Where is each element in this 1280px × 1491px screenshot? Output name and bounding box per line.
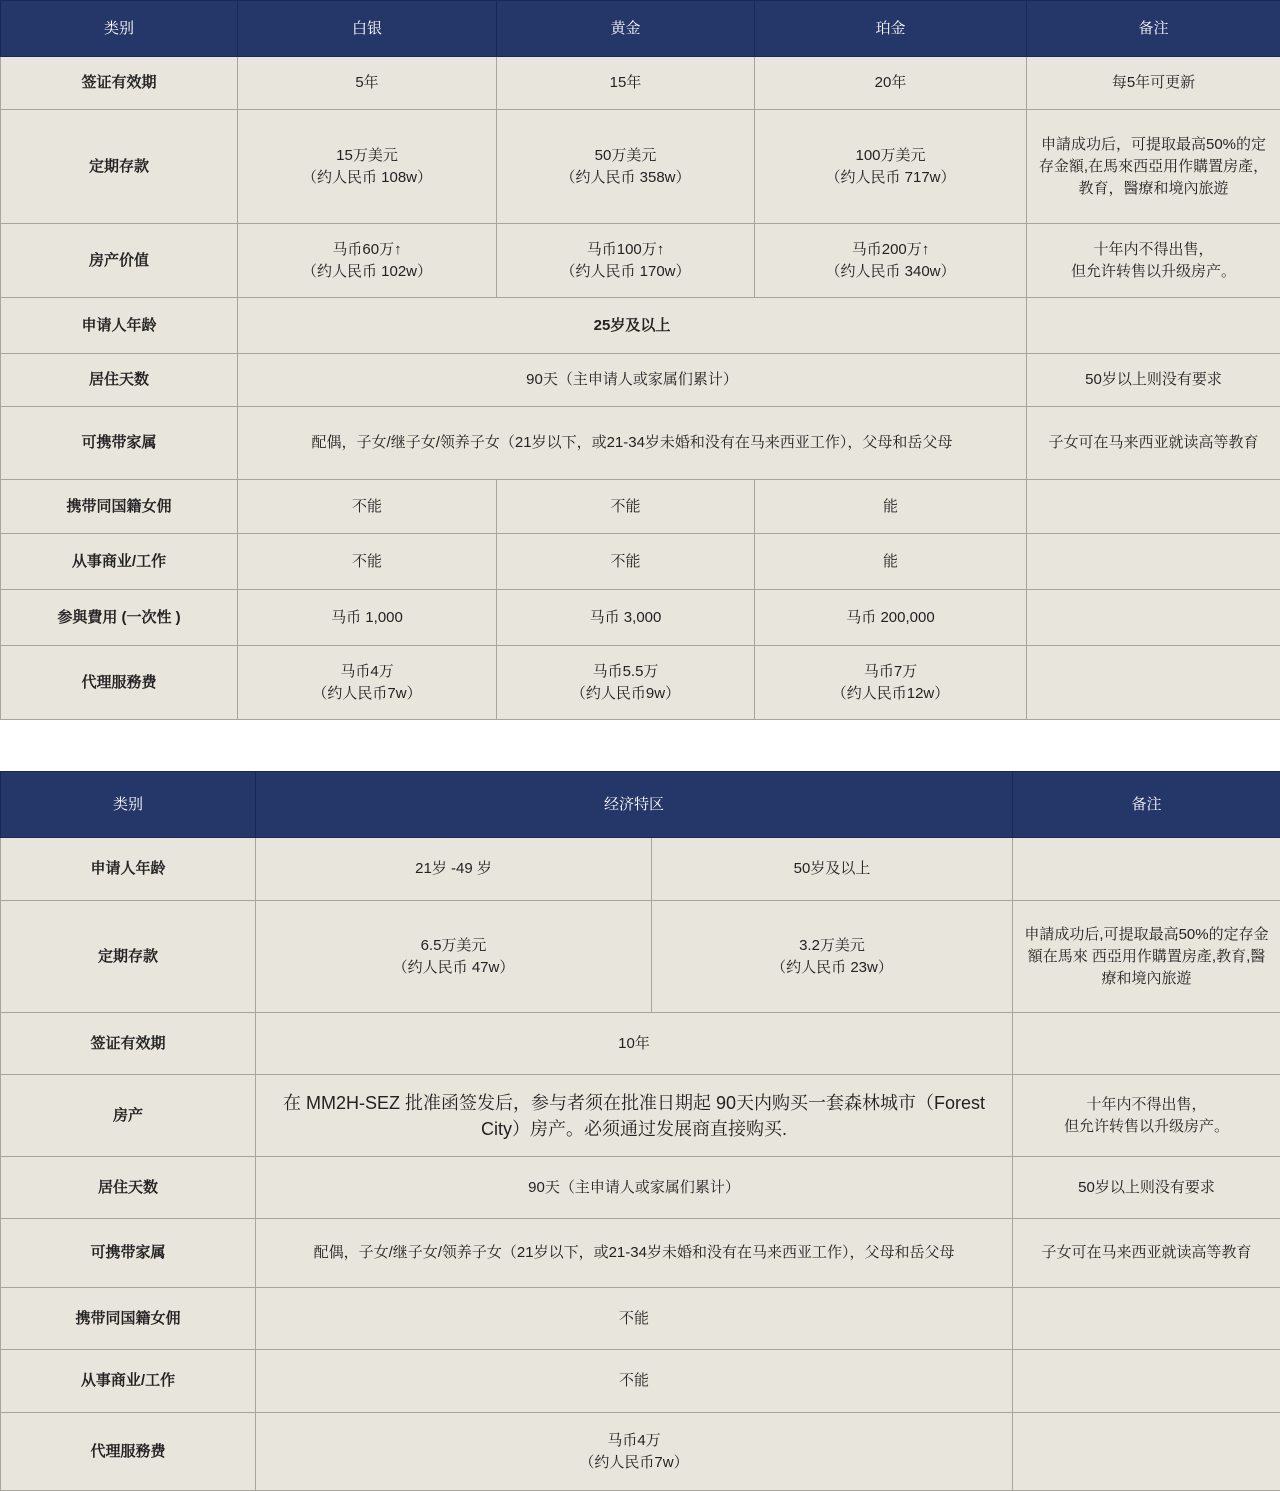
cell-gold: 马币5.5万 （约人民币9w） (497, 646, 755, 720)
row-label: 定期存款 (1, 901, 256, 1013)
row-label: 携带同国籍女佣 (1, 1288, 256, 1350)
cell-merged: 25岁及以上 (238, 298, 1027, 354)
cell-over-50: 50岁及以上 (652, 838, 1013, 901)
cell-platinum: 20年 (755, 57, 1027, 110)
cell-under-50: 6.5万美元 （约人民币 47w） (256, 901, 652, 1013)
row-label: 可携带家属 (1, 1219, 256, 1288)
cell-note (1027, 298, 1280, 354)
cell-merged: 马币4万 （约人民币7w） (256, 1413, 1013, 1491)
cell-silver: 不能 (238, 534, 497, 590)
row-label: 居住天数 (1, 354, 238, 407)
row-label: 代理服務费 (1, 646, 238, 720)
cell-note (1013, 1413, 1280, 1491)
cell-note (1027, 646, 1280, 720)
cell-platinum: 能 (755, 480, 1027, 534)
table-row (1, 1219, 1280, 1288)
row-label: 签证有效期 (1, 57, 238, 110)
cell-note: 申請成功后,可提取最高50%的定存金額在馬來 西亞用作購置房產,教育,醫療和境內旅遊 (1013, 901, 1280, 1013)
cell-merged: 配偶，子女/继子女/领养子女（21岁以下，或21-34岁未婚和没有在马来西亚工作），父母和岳父母 (238, 407, 1027, 480)
table-row (1, 1288, 1280, 1350)
cell-silver: 不能 (238, 480, 497, 534)
cell-note (1013, 1013, 1280, 1075)
table-row (1, 57, 1280, 110)
cell-gold: 马币100万↑ （约人民币 170w） (497, 224, 755, 298)
table-row (1, 224, 1280, 298)
cell-merged: 在 MM2H-SEZ 批准函签发后，参与者须在批准日期起 90天内购买一套森林城市（Forest City）房产。必须通过发展商直接购买. (256, 1075, 1013, 1157)
cell-gold: 马币 3,000 (497, 590, 755, 646)
cell-note (1027, 480, 1280, 534)
table-row (1, 534, 1280, 590)
cell-silver: 马币60万↑ （约人民币 102w） (238, 224, 497, 298)
sez-table (0, 771, 1280, 1491)
row-label: 申请人年龄 (1, 838, 256, 901)
cell-note (1013, 1350, 1280, 1413)
cell-note (1013, 838, 1280, 901)
table-row (1, 1350, 1280, 1413)
table-row (1, 298, 1280, 354)
cell-gold: 15年 (497, 57, 755, 110)
table-row (1, 1075, 1280, 1157)
cell-note (1027, 534, 1280, 590)
table-row (1, 1157, 1280, 1219)
cell-platinum: 100万美元 （约人民币 717w） (755, 110, 1027, 224)
cell-gold: 不能 (497, 534, 755, 590)
header-platinum: 珀金 (755, 1, 1027, 57)
header-notes: 备注 (1013, 772, 1280, 838)
table-row (1, 480, 1280, 534)
row-label: 代理服務费 (1, 1413, 256, 1491)
cell-platinum: 马币 200,000 (755, 590, 1027, 646)
row-label: 居住天数 (1, 1157, 256, 1219)
cell-note: 子女可在马来西亚就读高等教育 (1013, 1219, 1280, 1288)
row-label: 参與費用 (一次性 ) (1, 590, 238, 646)
row-label: 定期存款 (1, 110, 238, 224)
cell-merged: 90天（主申请人或家属们累计） (238, 354, 1027, 407)
cell-note (1027, 590, 1280, 646)
cell-merged: 不能 (256, 1288, 1013, 1350)
cell-gold: 不能 (497, 480, 755, 534)
cell-gold: 50万美元 （约人民币 358w） (497, 110, 755, 224)
header-category: 类别 (1, 1, 238, 57)
table-row (1, 646, 1280, 720)
cell-note: 50岁以上则没有要求 (1013, 1157, 1280, 1219)
cell-platinum: 马币200万↑ （约人民币 340w） (755, 224, 1027, 298)
cell-merged: 90天（主申请人或家属们累计） (256, 1157, 1013, 1219)
header-silver: 白银 (238, 1, 497, 57)
cell-under-50: 21岁 -49 岁 (256, 838, 652, 901)
cell-silver: 5年 (238, 57, 497, 110)
row-label: 携带同国籍女佣 (1, 480, 238, 534)
cell-silver: 马币4万 （约人民币7w） (238, 646, 497, 720)
table-row (1, 1413, 1280, 1491)
row-label: 从事商业/工作 (1, 534, 238, 590)
tier-comparison-table (0, 0, 1280, 720)
cell-merged: 不能 (256, 1350, 1013, 1413)
cell-note (1013, 1288, 1280, 1350)
table-row (1, 838, 1280, 901)
table-row (1, 354, 1280, 407)
row-label: 可携带家属 (1, 407, 238, 480)
table-header-row (1, 772, 1280, 838)
cell-note: 十年内不得出售， 但允许转售以升级房产。 (1013, 1075, 1280, 1157)
table-row (1, 110, 1280, 224)
cell-note: 子女可在马来西亚就读高等教育 (1027, 407, 1280, 480)
header-sez: 经济特区 (256, 772, 1013, 838)
table-row (1, 901, 1280, 1013)
cell-merged: 10年 (256, 1013, 1013, 1075)
cell-note: 申請成功后，可提取最高50%的定存金額,在馬來西亞用作購置房產，教育，醫療和境內旅遊 (1027, 110, 1280, 224)
table-row (1, 407, 1280, 480)
cell-merged: 配偶，子女/继子女/领养子女（21岁以下，或21-34岁未婚和没有在马来西亚工作），父母和岳父母 (256, 1219, 1013, 1288)
cell-over-50: 3.2万美元 （约人民币 23w） (652, 901, 1013, 1013)
table-header-row (1, 1, 1280, 57)
cell-silver: 马币 1,000 (238, 590, 497, 646)
row-label: 房产价值 (1, 224, 238, 298)
header-category: 类别 (1, 772, 256, 838)
row-label: 签证有效期 (1, 1013, 256, 1075)
row-label: 房产 (1, 1075, 256, 1157)
row-label: 从事商业/工作 (1, 1350, 256, 1413)
cell-platinum: 马币7万 （约人民币12w） (755, 646, 1027, 720)
table-row (1, 590, 1280, 646)
cell-note: 每5年可更新 (1027, 57, 1280, 110)
cell-silver: 15万美元 （约人民币 108w） (238, 110, 497, 224)
cell-note: 50岁以上则没有要求 (1027, 354, 1280, 407)
header-notes: 备注 (1027, 1, 1280, 57)
cell-note: 十年内不得出售， 但允许转售以升级房产。 (1027, 224, 1280, 298)
row-label: 申请人年龄 (1, 298, 238, 354)
cell-platinum: 能 (755, 534, 1027, 590)
table-row (1, 1013, 1280, 1075)
header-gold: 黄金 (497, 1, 755, 57)
